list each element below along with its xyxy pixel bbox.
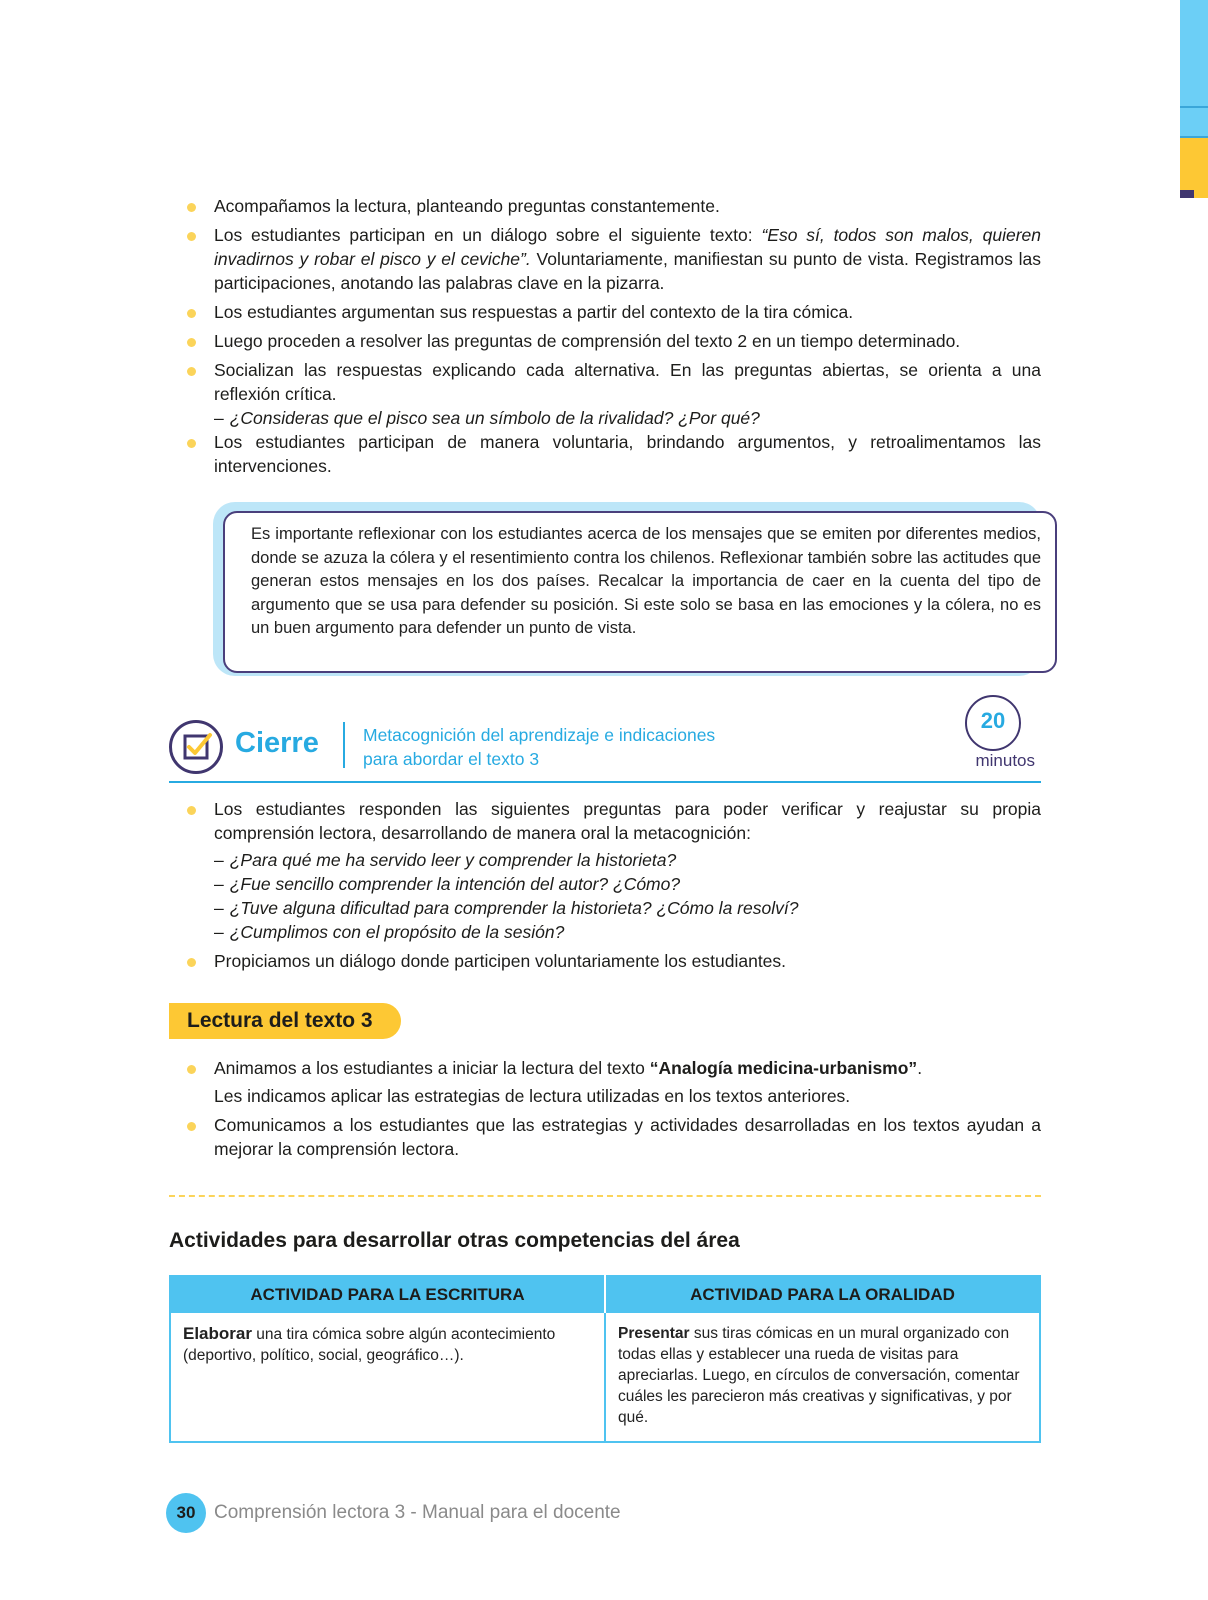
table-cell: Presentar sus tiras cómicas en un mural organizado con todas ellas y establecer una rueda de visitas para apreciarlas. Luego, en círculos de conversación, comentar cuáles les parecieron más creativas y significativas, y por qué. — [618, 1325, 1020, 1426]
sub-question: – ¿Cumplimos con el propósito de la sesión? — [214, 922, 565, 942]
table-header: ACTIVIDAD PARA LA ORALIDAD — [605, 1276, 1040, 1313]
timer-unit: minutos — [975, 751, 1035, 770]
list-item: Los estudiantes participan de manera voluntaria, brindando argumentos, y retroalimentamos las intervenciones. — [169, 430, 1041, 478]
divider — [343, 722, 345, 768]
table-cell: Elaborar una tira cómica sobre algún acontecimiento (deportivo, político, social, geográfico…). — [170, 1313, 605, 1442]
lectura-section — [169, 1056, 1041, 1166]
section-one — [169, 194, 1041, 483]
list-item: Acompañamos la lectura, planteando preguntas constantemente. — [169, 194, 1041, 218]
list-item: Los estudiantes responden las siguientes preguntas para poder verificar y reajustar su propia comprensión lectora, desarrollando de manera oral la metacognición: — [169, 797, 1041, 845]
side-tab-decoration — [1180, 190, 1194, 198]
side-tab-decoration — [1180, 0, 1208, 106]
timer-value: 20 — [980, 708, 1006, 733]
sub-question: – ¿Tuve alguna dificultad para comprender la historieta? ¿Cómo la resolví? — [214, 898, 799, 918]
footer-text: Comprensión lectora 3 - Manual para el docente — [214, 1502, 621, 1523]
list-item: Comunicamos a los estudiantes que las estrategias y actividades desarrolladas en los textos ayudan a mejorar la comprensión lectora. — [169, 1113, 1041, 1161]
list-item: Socializan las respuestas explicando cada alternativa. En las preguntas abiertas, se orienta a una reflexión crítica. — [169, 358, 1041, 406]
list-item: Luego proceden a resolver las preguntas de comprensión del texto 2 en un tiempo determinado. — [169, 329, 1041, 353]
cierre-header — [169, 695, 1041, 785]
timer-icon — [965, 695, 1021, 751]
lectura-section-tab: Lectura del texto 3 — [169, 1003, 401, 1039]
table-header-row — [170, 1276, 1040, 1313]
page-number: 30 — [166, 1493, 206, 1533]
cierre-section — [169, 797, 1041, 978]
list-item: Animamos a los estudiantes a iniciar la lectura del texto “Analogía medicina-urbanismo”. — [169, 1056, 1041, 1080]
note-box — [213, 502, 1041, 676]
side-tab-decoration — [1194, 190, 1208, 198]
list-item: Los estudiantes argumentan sus respuestas a partir del contexto de la tira cómica. — [169, 300, 1041, 324]
dashed-divider — [169, 1195, 1041, 1197]
side-tab-decoration — [1180, 108, 1208, 136]
list-item: Propiciamos un diálogo donde participen voluntariamente los estudiantes. — [169, 949, 1041, 973]
sub-question: – ¿Fue sencillo comprender la intención del autor? ¿Cómo? — [214, 874, 681, 894]
table-row — [170, 1313, 1040, 1442]
sub-question: – ¿Para qué me ha servido leer y comprender la historieta? — [214, 850, 677, 870]
checkbox-icon — [169, 720, 223, 774]
cierre-subtitle: Metacognición del aprendizaje e indicaciones para abordar el texto 3 — [363, 725, 716, 769]
note-text: Es importante reflexionar con los estudiantes acerca de los mensajes que se emiten por diferentes medios, donde se azuza la cólera y el resentimiento contra los chilenos. Reflexionar también sobre las actitudes que generan estos mensajes en los dos países. Recalcar la importancia de caer en la cuenta del tipo de argumento que se usa para defender su posición. Si este solo se basa en las emociones y la cólera, no es un buen argumento para defender un punto de vista. — [223, 511, 1057, 673]
activities-table — [169, 1275, 1041, 1443]
table-header: ACTIVIDAD PARA LA ESCRITURA — [170, 1276, 605, 1313]
list-item: Los estudiantes participan en un diálogo sobre el siguiente texto: “Eso sí, todos son malos, quieren invadirnos y robar el pisco y el ceviche”. Voluntariamente, manifiestan su punto de vista. Registramos las participaciones, anotando las palabras clave en la pizarra. — [169, 223, 1041, 295]
side-tab-decoration — [1180, 138, 1208, 190]
sub-question: – ¿Consideras que el pisco sea un símbolo de la rivalidad? ¿Por qué? — [214, 408, 760, 428]
cierre-title: Cierre — [235, 727, 319, 759]
divider — [169, 781, 1041, 783]
activities-title: Actividades para desarrollar otras competencias del área — [169, 1229, 740, 1252]
list-item-continuation: Les indicamos aplicar las estrategias de lectura utilizadas en los textos anteriores. — [214, 1086, 851, 1106]
